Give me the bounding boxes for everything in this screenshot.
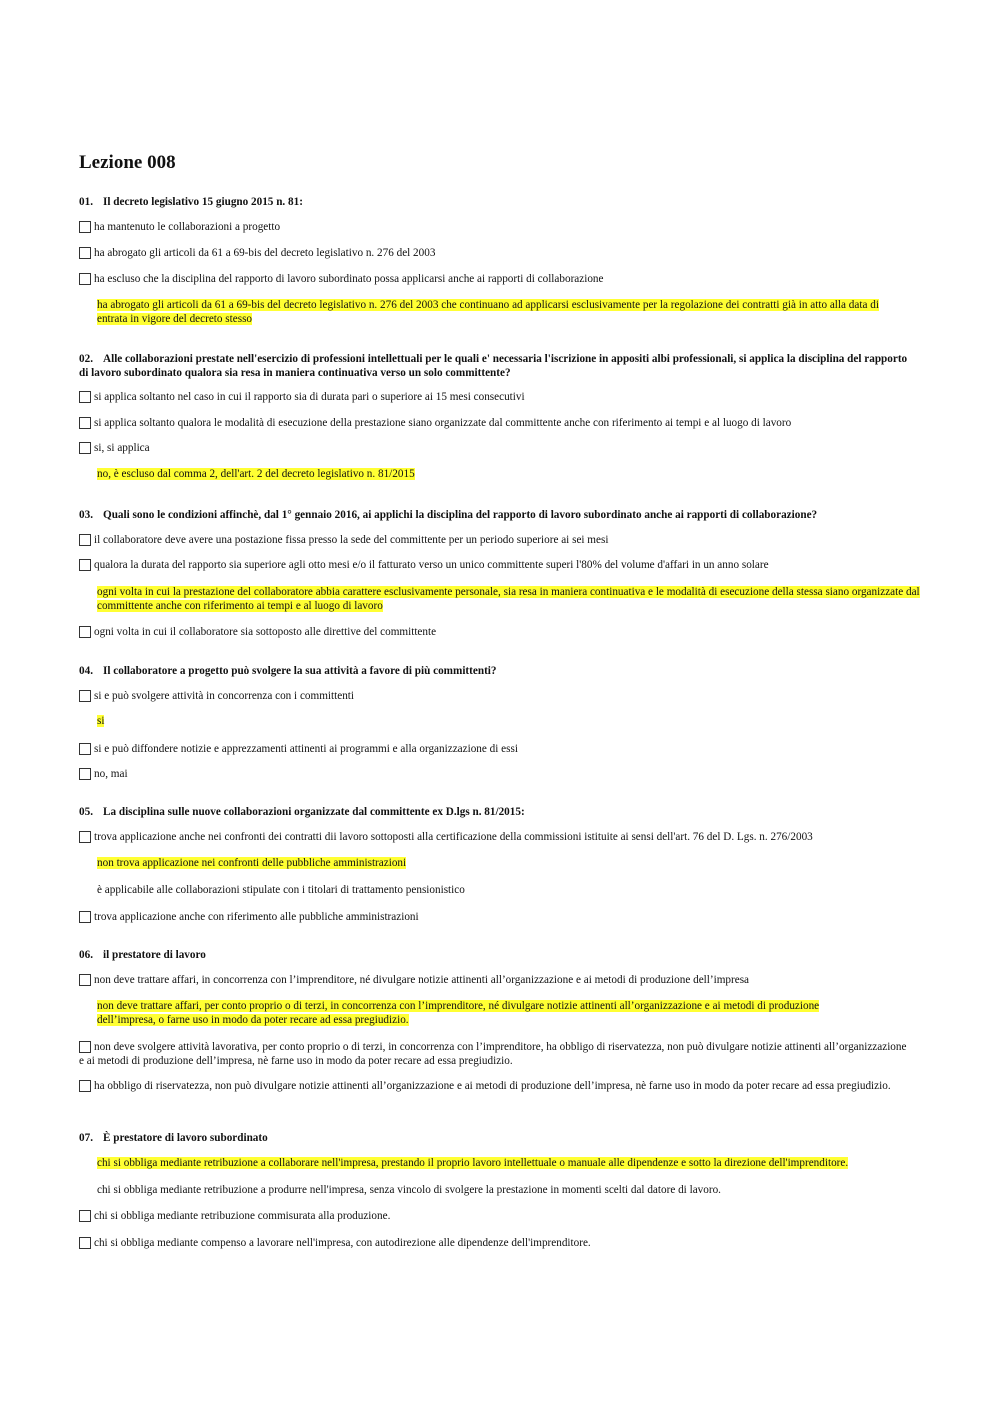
answer-option[interactable]: [79, 220, 911, 234]
question-text: È prestatore di lavoro subordinato: [103, 1132, 268, 1144]
option-text: chi si obbliga mediante compenso a lavorare nell'impresa, con autodirezione alle dipendenze dell'imprenditore.: [94, 1237, 591, 1249]
question-text: il prestatore di lavoro: [103, 949, 206, 961]
checkbox[interactable]: [79, 273, 91, 285]
option-text: no, mai: [94, 768, 128, 780]
checkbox[interactable]: [79, 442, 91, 454]
question-number: 06.: [79, 949, 93, 961]
answer-option[interactable]: [79, 973, 911, 987]
answer-option[interactable]: [79, 558, 911, 572]
answer-option-correct[interactable]: [79, 298, 909, 326]
answer-option[interactable]: [79, 533, 911, 547]
option-text: è applicabile alle collaborazioni stipulate con i titolari di trattamento pensionistico: [97, 884, 465, 896]
answer-option[interactable]: [79, 910, 911, 924]
checkbox[interactable]: [79, 1080, 91, 1092]
checkbox[interactable]: [79, 534, 91, 546]
checkbox[interactable]: [79, 831, 91, 843]
page-title: Lezione 008: [79, 152, 176, 173]
question-number: 01.: [79, 196, 93, 208]
answer-option-correct[interactable]: [79, 714, 929, 728]
option-text: non deve trattare affari, per conto proprio o di terzi, in concorrenza con l’imprenditore, né divulgare notizie attinenti all’organizzazione e ai metodi di produzione dell’impresa, o farne uso in modo da poter recare ad essa pregiudizio.: [97, 1000, 820, 1026]
question-number: 05.: [79, 806, 93, 818]
option-text: il collaboratore deve avere una postazione fissa presso la sede del committente per un periodo superiore ai sei mesi: [94, 534, 609, 546]
question-text: Il collaboratore a progetto può svolgere la sua attività a favore di più committenti?: [103, 665, 497, 677]
option-text: trova applicazione anche con riferimento alle pubbliche amministrazioni: [94, 911, 419, 923]
question-number: 07.: [79, 1132, 93, 1144]
question-text: Alle collaborazioni prestate nell'esercizio di professioni intellettuali per le quali e' necessaria l'iscrizione in appositi albi professionali, si applica la disciplina del rapporto di lavoro subordinato qualora sia resa in maniera continuativa verso un solo committente?: [79, 353, 908, 379]
checkbox[interactable]: [79, 417, 91, 429]
option-text: ogni volta in cui il collaboratore sia sottoposto alle direttive del committente: [94, 626, 437, 638]
checkbox[interactable]: [79, 911, 91, 923]
option-text: si e può svolgere attività in concorrenza con i committenti: [94, 690, 355, 702]
option-text: chi si obbliga mediante retribuzione a collaborare nell'impresa, prestando il proprio lavoro intellettuale o manuale alle dipendenze e sotto la direzione dell'imprenditore.: [97, 1157, 849, 1169]
option-text: ha mantenuto le collaborazioni a progetto: [94, 221, 281, 233]
question-heading: [79, 664, 909, 678]
option-text: trova applicazione anche nei confronti dei contratti dii lavoro sottoposti alla certificazione della commissioni istituite ai sensi dell'art. 76 del D. Lgs. n. 276/2003: [94, 831, 813, 843]
answer-option[interactable]: [79, 1079, 911, 1093]
option-text: si, si applica: [94, 442, 150, 454]
answer-option-correct[interactable]: [79, 999, 877, 1027]
question-heading: [79, 1131, 909, 1145]
answer-option[interactable]: [79, 416, 911, 430]
checkbox[interactable]: [79, 743, 91, 755]
answer-option[interactable]: [79, 246, 911, 260]
checkbox[interactable]: [79, 1237, 91, 1249]
checkbox[interactable]: [79, 974, 91, 986]
checkbox[interactable]: [79, 391, 91, 403]
answer-option[interactable]: [79, 1236, 911, 1250]
checkbox[interactable]: [79, 247, 91, 259]
answer-option[interactable]: [79, 830, 911, 844]
question-heading: [79, 195, 909, 209]
option-text: no, è escluso dal comma 2, dell'art. 2 del decreto legislativo n. 81/2015: [97, 468, 415, 480]
question-text: La disciplina sulle nuove collaborazioni organizzate dal committente ex D.lgs n. 81/2015:: [103, 806, 525, 818]
checkbox[interactable]: [79, 768, 91, 780]
answer-option-correct[interactable]: [79, 1156, 929, 1170]
answer-option-correct[interactable]: [79, 585, 929, 613]
option-text: si e può diffondere notizie e apprezzamenti attinenti ai programmi e alla organizzazione di essi: [94, 743, 518, 755]
question-heading: [79, 508, 909, 522]
checkbox[interactable]: [79, 1041, 91, 1053]
answer-option[interactable]: [79, 767, 911, 781]
answer-option-correct[interactable]: [79, 856, 929, 870]
answer-option[interactable]: [79, 390, 911, 404]
question-text: Quali sono le condizioni affinchè, dal 1° gennaio 2016, ai applichi la disciplina del rapporto di lavoro subordinato anche ai rapporti di collaborazione?: [103, 509, 818, 521]
option-text: ha abrogato gli articoli da 61 a 69-bis del decreto legislativo n. 276 del 2003 che continuano ad applicarsi esclusivamente per la regolazione dei contratti già in atto alla data di entrata in vigore del decreto stesso: [97, 299, 879, 325]
checkbox[interactable]: [79, 221, 91, 233]
option-text: chi si obbliga mediante retribuzione a produrre nell'impresa, senza vincolo di svolgere la prestazione in momenti scelti dal datore di lavoro.: [97, 1184, 721, 1196]
option-text: non deve svolgere attività lavorativa, per conto proprio o di terzi, in concorrenza con l’imprenditore, ha obbligo di riservatezza, non può divulgare notizie attinenti all’organizzazione e ai metodi di produzione dell’impresa, nè farne uso in modo da poter recare ad essa pregiudizio.: [79, 1041, 907, 1067]
option-text: si applica soltanto qualora le modalità di esecuzione della prestazione siano organizzate dal committente anche con riferimento ai tempi e al luogo di lavoro: [94, 417, 792, 429]
question-heading: [79, 352, 909, 380]
question-heading: [79, 805, 909, 819]
answer-option[interactable]: [79, 742, 911, 756]
question-number: 02.: [79, 353, 93, 365]
answer-option-correct[interactable]: [79, 467, 929, 481]
checkbox[interactable]: [79, 690, 91, 702]
option-text: si: [97, 715, 105, 727]
option-text: qualora la durata del rapporto sia superiore agli otto mesi e/o il fatturato verso un unico committente superi l'80% del volume d'affari in un anno solare: [94, 559, 769, 571]
answer-option[interactable]: [79, 689, 911, 703]
checkbox[interactable]: [79, 1210, 91, 1222]
option-text: ha abrogato gli articoli da 61 a 69-bis del decreto legislativo n. 276 del 2003: [94, 247, 436, 259]
option-text: ha obbligo di riservatezza, non può divulgare notizie attinenti all’organizzazione e ai metodi di produzione dell’impresa, nè farne uso in modo da poter recare ad essa pregiudizio.: [94, 1080, 891, 1092]
question-number: 03.: [79, 509, 93, 521]
answer-option[interactable]: [79, 625, 911, 639]
question-text: Il decreto legislativo 15 giugno 2015 n. 81:: [103, 196, 303, 208]
option-text: chi si obbliga mediante retribuzione commisurata alla produzione.: [94, 1210, 391, 1222]
answer-option[interactable]: [79, 883, 929, 897]
checkbox[interactable]: [79, 559, 91, 571]
option-text: ha escluso che la disciplina del rapporto di lavoro subordinato possa applicarsi anche ai rapporti di collaborazione: [94, 273, 604, 285]
answer-option[interactable]: [79, 1209, 911, 1223]
question-number: 04.: [79, 665, 93, 677]
option-text: non deve trattare affari, in concorrenza con l’imprenditore, né divulgare notizie attinenti all’organizzazione e ai metodi di produzione dell’impresa: [94, 974, 750, 986]
option-text: si applica soltanto nel caso in cui il rapporto sia di durata pari o superiore ai 15 mesi consecutivi: [94, 391, 525, 403]
answer-option[interactable]: [79, 1040, 911, 1068]
answer-option[interactable]: [79, 1183, 929, 1197]
answer-option[interactable]: [79, 272, 911, 286]
question-heading: [79, 948, 909, 962]
option-text: non trova applicazione nei confronti delle pubbliche amministrazioni: [97, 857, 407, 869]
checkbox[interactable]: [79, 626, 91, 638]
answer-option[interactable]: [79, 441, 911, 455]
option-text: ogni volta in cui la prestazione del collaboratore abbia carattere esclusivamente personale, sia resa in maniera continuativa e le modalità di esecuzione della stessa siano organizzate dal committente anche con riferimento ai tempi e al luogo di lavoro: [97, 586, 920, 612]
